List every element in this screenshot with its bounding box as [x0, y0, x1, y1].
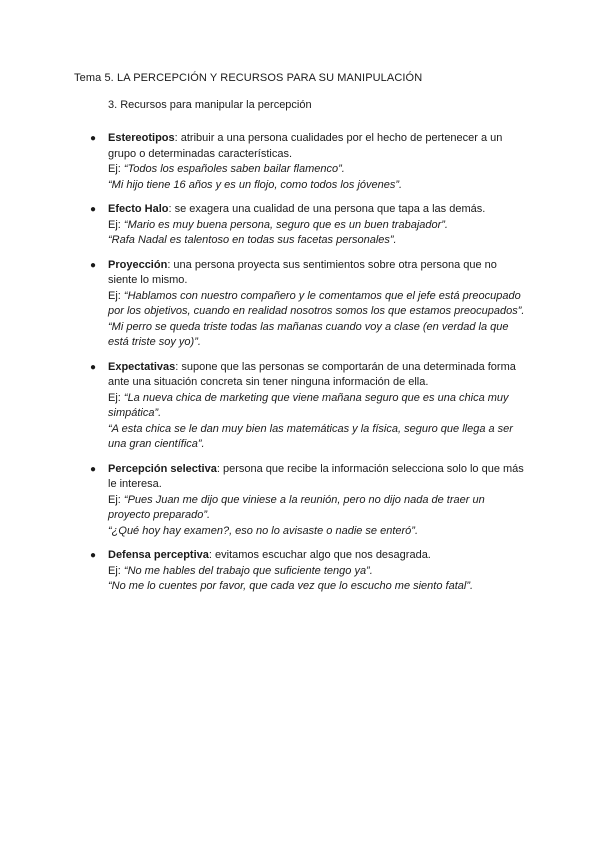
list-item-efecto-halo	[90, 202, 528, 249]
example-quote: “No me lo cuentes por favor, que cada vez que lo escucho me siento fatal”.	[108, 580, 474, 592]
list-item-expectativas	[90, 360, 528, 453]
example-quote: “Hablamos con nuestro compañero y le comentamos que el jefe está preocupado por los objetivos, cuando en realidad nosotros somos los que estamos preocupados”.	[108, 289, 525, 317]
item-term: Efecto Halo	[108, 203, 169, 215]
item-example	[108, 493, 528, 524]
list-item-defensa-perceptiva	[90, 548, 528, 595]
example-prefix: Ej:	[108, 493, 124, 506]
item-term: Expectativas	[108, 360, 176, 373]
item-term: Estereotipos	[108, 132, 175, 144]
example-quote: “La nueva chica de marketing que viene mañana seguro que es una chica muy simpática”.	[108, 391, 509, 419]
example-quote: “A esta chica se le dan muy bien las matemáticas y la física, seguro que llega a ser una gran científica”.	[108, 422, 513, 450]
section-heading: 3. Recursos para manipular la percepción	[108, 99, 312, 111]
item-example	[108, 218, 528, 234]
example-prefix: Ej:	[108, 289, 124, 302]
item-definition: : se exagera una cualidad de una persona que tapa a las demás.	[168, 203, 486, 215]
item-definition: : una persona proyecta sus sentimientos sobre otra persona que no siente lo mismo.	[108, 258, 497, 286]
item-definition: : persona que recibe la información selecciona solo lo que más le interesa.	[108, 462, 524, 490]
list-item-estereotipos	[90, 131, 528, 193]
document-title: Tema 5. LA PERCEPCIÓN Y RECURSOS PARA SU MANIPULACIÓN	[74, 72, 423, 84]
example-quote: “Mario es muy buena persona, seguro que es un buen trabajador”.	[123, 218, 448, 231]
resource-list	[90, 131, 528, 604]
item-definition: : atribuir a una persona cualidades por el hecho de pertenecer a un grupo o determinadas características.	[108, 132, 503, 160]
item-definition: : evitamos escuchar algo que nos desagrada.	[208, 549, 431, 561]
item-example	[108, 289, 528, 320]
item-term: Percepción selectiva	[108, 462, 217, 475]
item-example	[108, 391, 528, 422]
bullet-icon: ●	[90, 361, 97, 373]
example-quote: “¿Qué hoy hay examen?, eso no lo avisaste o nadie se enteró”.	[108, 524, 419, 537]
example-quote: “No me hables del trabajo que suficiente tengo ya”.	[123, 564, 373, 577]
item-definition: : supone que las personas se comportarán de una determinada forma ante una situación concreta sin tener ninguna información de ella.	[108, 360, 516, 388]
item-term: Defensa perceptiva	[108, 549, 209, 561]
example-prefix: Ej:	[108, 163, 124, 175]
bullet-icon: ●	[90, 463, 97, 475]
example-quote: “Mi hijo tiene 16 años y es un flojo, como todos los jóvenes”.	[108, 178, 403, 191]
item-term: Proyección	[108, 258, 168, 271]
example-prefix: Ej:	[108, 564, 124, 577]
example-quote: “Pues Juan me dijo que viniese a la reunión, pero no dijo nada de traer un proyecto preparado”.	[108, 493, 485, 521]
example-quote: “Mi perro se queda triste todas las mañanas cuando voy a clase (en verdad la que está triste soy yo)”.	[108, 320, 509, 348]
bullet-icon: ●	[90, 259, 97, 271]
example-quote: “Todos los españoles saben bailar flamenco”.	[123, 163, 345, 175]
example-prefix: Ej:	[108, 218, 124, 231]
list-item-proyeccion	[90, 258, 528, 351]
example-quote: “Rafa Nadal es talentoso en todas sus facetas personales”.	[108, 234, 397, 246]
example-prefix: Ej:	[108, 391, 124, 404]
bullet-icon: ●	[90, 133, 97, 144]
bullet-icon: ●	[90, 204, 97, 215]
list-item-percepcion-selectiva	[90, 462, 528, 540]
bullet-icon: ●	[90, 550, 97, 561]
item-example	[108, 564, 528, 580]
item-example	[108, 162, 528, 178]
